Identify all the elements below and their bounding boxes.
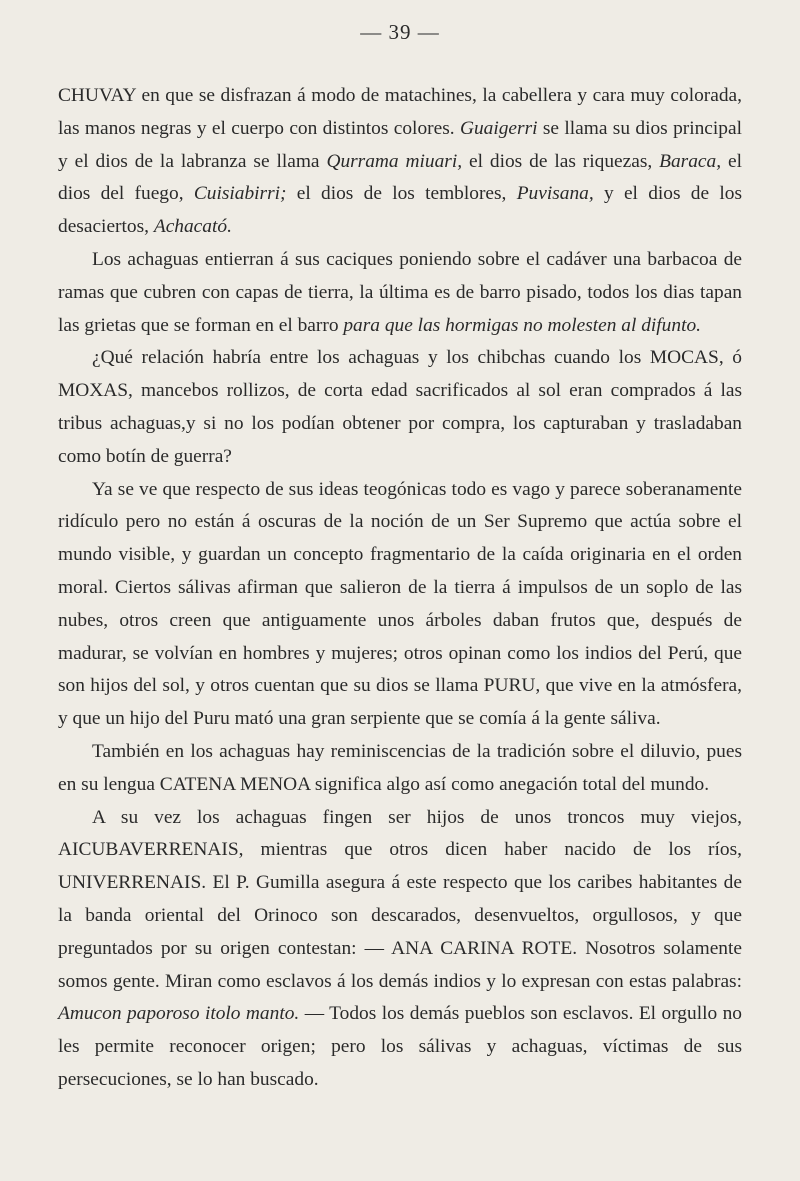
- p6-italic-phrase: Amucon paporoso itolo manto.: [58, 1003, 300, 1025]
- page-number: — 39 —: [360, 20, 440, 44]
- p6-text-c: — Todos los demás pueblos son esclavos. El orgullo no les permite reconocer origen; pero los sálivas y achaguas, víctimas de sus persecuciones, se lo han buscado.: [58, 1003, 742, 1090]
- p1-italic-guaigerri: Guaigerri: [459, 117, 538, 139]
- p1-text-g: el dios del fuego,: [58, 150, 742, 205]
- p1-italic-puvisana: Puvisana,: [516, 183, 594, 205]
- p1-italic-cuisiabirri: Cuisiabirri;: [193, 183, 287, 205]
- p1-italic-baraca: Baraca,: [659, 150, 722, 172]
- p2-italic-phrase: para que las hormigas no molesten al difunto.: [343, 314, 702, 336]
- p1-text-c: se llama su dios principal y el dios de la labranza se llama: [58, 117, 742, 172]
- p1-text-e: el dios de las riquezas,: [462, 150, 660, 172]
- p1-text-k: y el dios de los desaciertos,: [58, 183, 742, 238]
- paragraph-3: ¿Qué relación habría entre los achaguas y los chibchas cuando los MOCAS, ó MOXAS, mancebos rollizos, de corta edad sacrificados al sol eran comprados á las tribus achaguas,y si no los podían obtener por compra, los capturaban y trasladaban como botín de guerra?: [58, 347, 742, 467]
- paragraph-5: También en los achaguas hay reminiscencias de la tradición sobre el diluvio, pues en su lengua CATENA MENOA significa algo así como anegación total del mundo.: [58, 740, 742, 795]
- paragraph-6: [58, 802, 742, 1097]
- p1-text-a: CHUVAY en que se disfrazan á modo de matachines, la cabellera y cara muy colorada, las manos negras y el cuerpo con distintos colores.: [58, 85, 742, 139]
- p6-text-a: A su vez los achaguas fingen ser hijos de unos troncos muy viejos, AICUBAVERRENAIS, mientras que otros dicen haber nacido de los ríos, UNIVERRENAIS. El P. Gumilla asegura á este respecto que los caribes habitantes de la banda oriental del Orinoco son descarados, desenvueltos, orgullosos, y que preguntados por su origen contestan: — ANA CARINA ROTE. Nosotros solamente somos gente. Miran como esclavos á los demás indios y lo expresan con estas palabras:: [58, 806, 742, 992]
- body-text: [58, 80, 742, 1097]
- p1-text-i: el dios de los temblores,: [286, 183, 517, 205]
- paragraph-4: Ya se ve que respecto de sus ideas teogónicas todo es vago y parece soberanamente ridículo pero no están á oscuras de la noción de un Ser Supremo que actúa sobre el mundo visible, y guardan un concepto fragmentario de la caída originaria en el orden moral. Ciertos sálivas afirman que salieron de la tierra á impulsos de un soplo de las nubes, otros creen que antiguamente unos árboles daban frutos que, después de madurar, se volvían en hombres y mujeres; otros opinan como los indios del Perú, que son hijos del sol, y otros cuentan que su dios se llama PURU, que vive en la atmósfera, y que un hijo del Puru mató una gran serpiente que se comía á la gente sáliva.: [58, 478, 742, 730]
- p1-italic-achacato: Achacató.: [153, 216, 232, 238]
- p2-text-a: Los achaguas entierran á sus caciques poniendo sobre el cadáver una barbacoa de ramas que cubren con capas de tierra, la última es de barro pisado, todos los dias tapan las grietas que se forman en el barro: [58, 248, 742, 336]
- paragraph-2: [58, 244, 742, 342]
- paragraph-1: [58, 80, 742, 244]
- p1-italic-qurrama: Qurrama miuari,: [326, 150, 463, 172]
